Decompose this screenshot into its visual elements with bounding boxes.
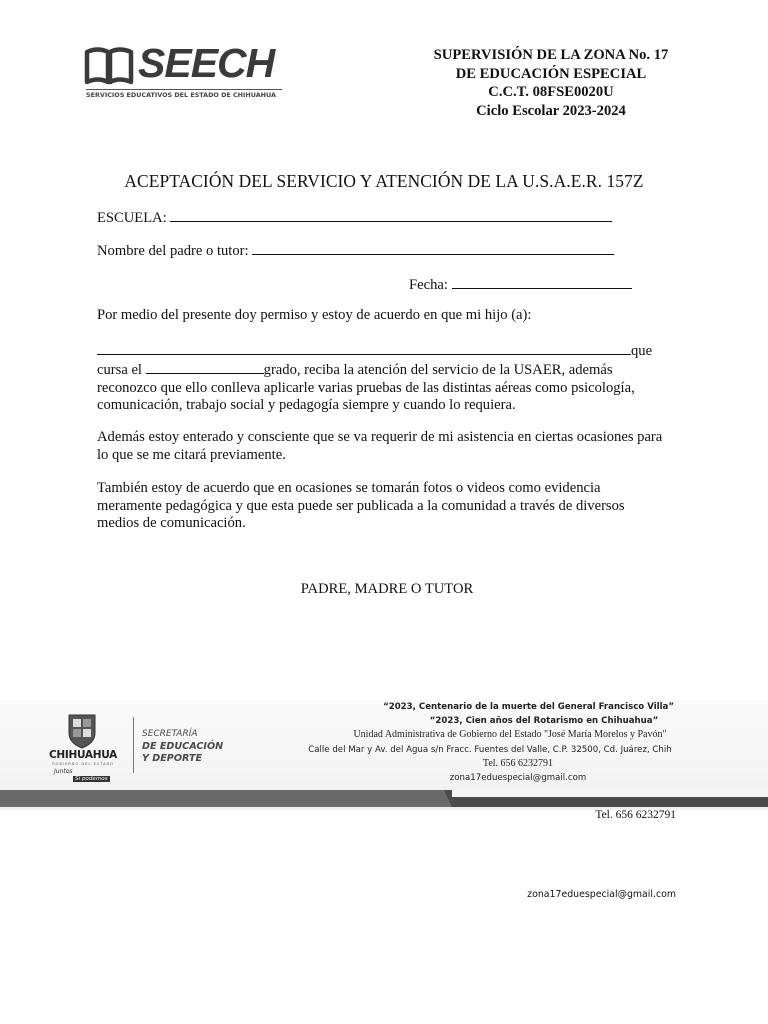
secretaria-line1: SECRETARÍA <box>142 729 198 739</box>
book-icon <box>84 46 134 86</box>
logo-divider <box>133 717 134 773</box>
child-name-blank[interactable] <box>97 340 631 355</box>
secretaria-logo <box>142 728 223 766</box>
footer-unidad: Unidad Administrativa de Gobierno del Estado "José María Morelos y Pavón" <box>353 729 667 741</box>
escuela-label: ESCUELA: <box>97 210 167 226</box>
footer-motto-villa: “2023, Centenario de la muerte del General Francisco Villa” <box>383 702 674 712</box>
header-line-educacion: DE EDUCACIÓN ESPECIAL <box>455 65 647 82</box>
footer-bar-left <box>0 790 444 807</box>
cursa-suffix: grado, reciba la atención del servicio de la USAER, además <box>263 362 613 378</box>
bottom-tel: Tel. 656 6232791 <box>595 809 676 821</box>
attendance-paragraph: Además estoy enterado y consciente que se va requerir de mi asistencia en ciertas ocasiones para lo que se me citará previamente. <box>97 429 663 463</box>
document-title: ACEPTACIÓN DEL SERVICIO Y ATENCIÓN DE LA U.S.A.E.R. 157Z <box>124 171 644 191</box>
photo-consent-paragraph: También estoy de acuerdo que en ocasiones se tomarán fotos o videos como evidencia meramente pedagógica y que esta puede ser publicada a la comunidad a través de diversos medios de comunicación. <box>97 480 625 532</box>
fecha-label: Fecha: <box>409 277 448 293</box>
que-word: que <box>631 343 653 359</box>
escuela-field <box>97 207 612 227</box>
footer-email[interactable]: zona17eduespecial@gmail.com <box>449 773 587 784</box>
seech-wordmark: SEECH <box>138 40 275 86</box>
intro-paragraph: Por medio del presente doy permiso y estoy de acuerdo en que mi hijo (a): <box>97 307 532 323</box>
footer-bar-highlight <box>444 790 768 797</box>
escuela-blank[interactable] <box>170 207 612 222</box>
chihuahua-subtitle: GOBIERNO DEL ESTADO <box>51 762 115 766</box>
seech-logo <box>84 40 280 100</box>
header-block <box>400 46 702 120</box>
footer-motto-rotarismo: “2023, Cien años del Rotarismo en Chihuahua” <box>429 716 659 727</box>
tutor-field <box>97 240 614 260</box>
consent-paragraph-rest: reconozco que ello conlleva aplicarle varias pruebas de las distintas aéreas como psicología, comunicación, trabajo social y pedagogía siempre y cuando lo requiera. <box>97 379 635 414</box>
chihuahua-slogan-b: Sí podemos <box>75 776 108 782</box>
signature-label: PADRE, MADRE O TUTOR <box>300 581 474 597</box>
child-name-line <box>97 340 657 360</box>
footer-tel: Tel. 656 6232791 <box>482 757 554 769</box>
shield-icon <box>66 713 98 749</box>
consent-paragraph <box>97 359 667 415</box>
bottom-email[interactable]: zona17eduespecial@gmail.com <box>527 889 676 900</box>
secretaria-line3: Y DEPORTE <box>142 753 203 764</box>
header-line-zona: SUPERVISIÓN DE LA ZONA No. 17 <box>433 47 669 63</box>
footer-text <box>300 700 680 785</box>
header-line-cct: C.C.T. 08FSE0020U <box>488 84 614 100</box>
chihuahua-slogan-a: Juntos <box>54 768 73 775</box>
footer-bar-slant <box>436 790 452 807</box>
chihuahua-logo <box>46 713 136 785</box>
secretaria-line2: DE EDUCACIÓN <box>142 740 224 752</box>
seech-tagline: SERVICIOS EDUCATIVOS DEL ESTADO DE CHIHUAHUA <box>86 89 282 99</box>
fecha-blank[interactable] <box>452 274 632 289</box>
tutor-blank[interactable] <box>252 240 614 255</box>
fecha-field <box>409 274 632 294</box>
tutor-label: Nombre del padre o tutor: <box>97 243 249 259</box>
chihuahua-name: CHIHUAHUA <box>49 749 117 761</box>
footer-address: Calle del Mar y Av. del Agua s/n Fracc. Fuentes del Valle, C.P. 32500, Cd. Juárez, Chih <box>308 744 672 755</box>
header-line-ciclo: Ciclo Escolar 2023-2024 <box>476 102 626 119</box>
cursa-prefix: cursa el <box>97 362 142 378</box>
grado-blank[interactable] <box>146 359 264 374</box>
